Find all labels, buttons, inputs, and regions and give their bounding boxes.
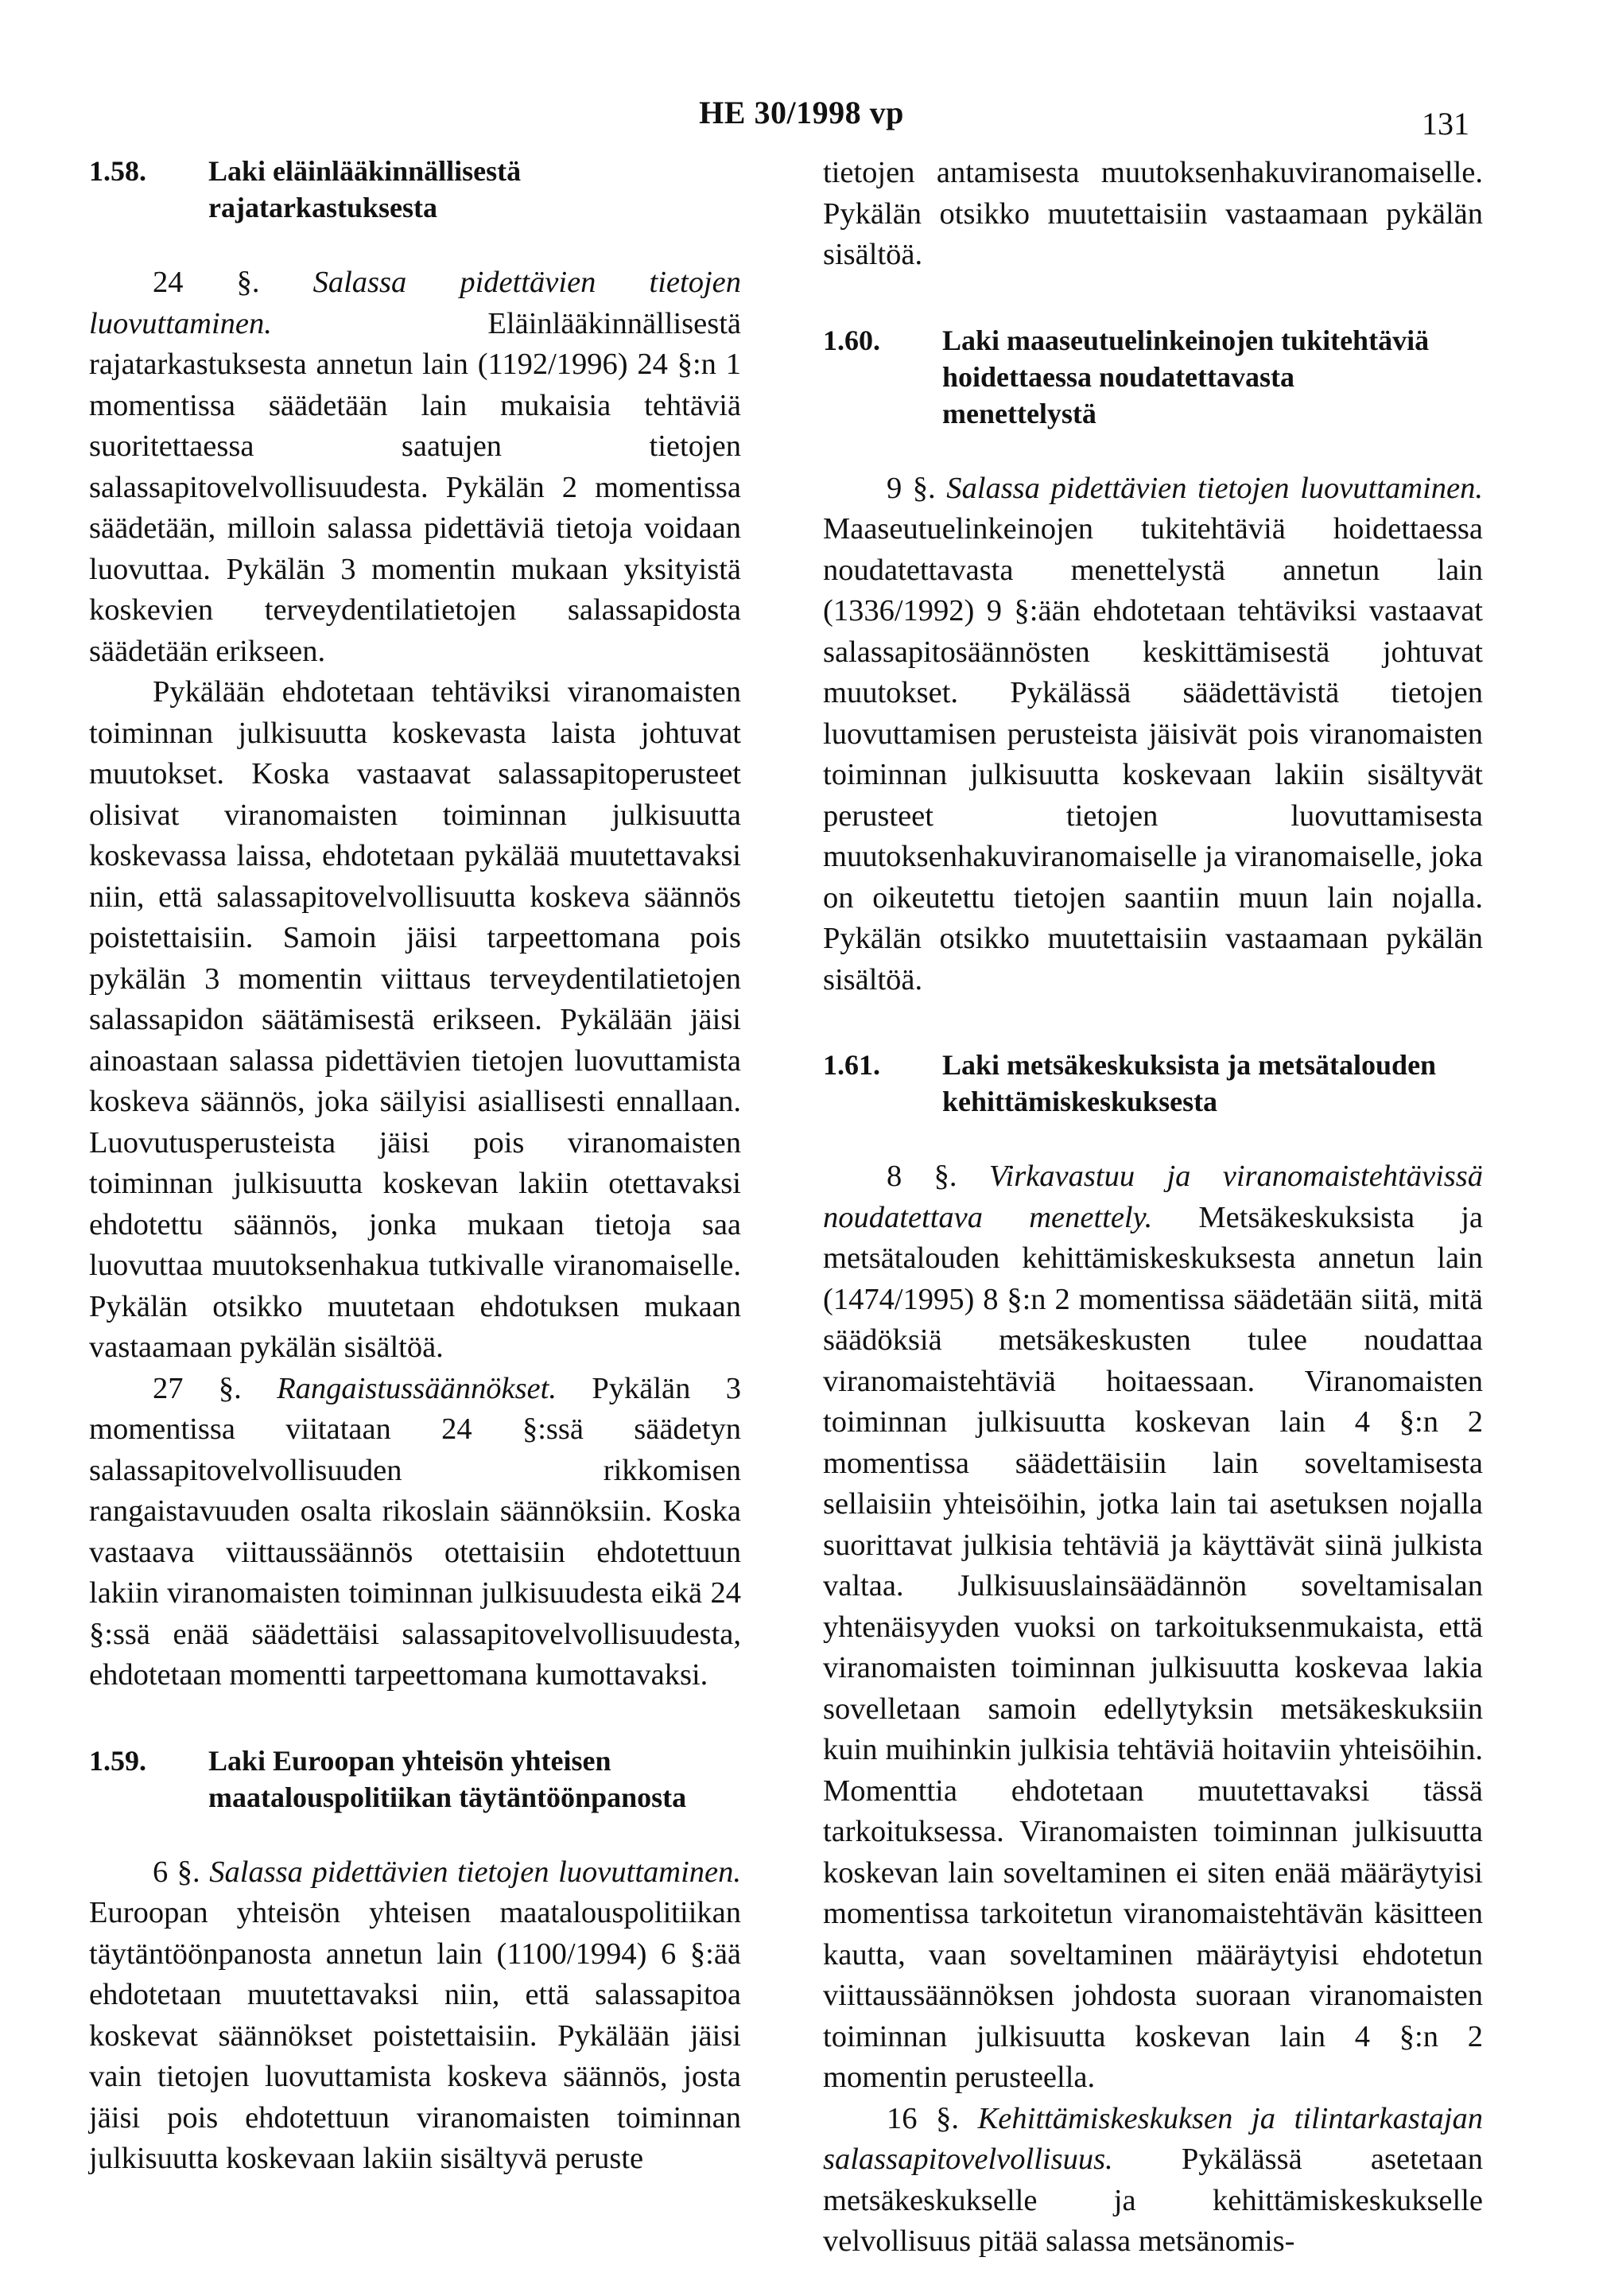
- section-mark: 16 §.: [887, 2101, 959, 2135]
- document-title: HE 30/1998 vp: [699, 95, 904, 130]
- paragraph-text: Euroopan yhteisön yhteisen maatalouspolitiikan täytäntöönpanosta annetun lain (1100/1994) 6 §:ää ehdotetaan muutettavaksi niin, että salassapitoa koskevat säännökset poistettaisiin. Pykälään jäisi vain tietojen luovuttamista koskeva säännös, josta jäisi pois ehdotettuun viranomaisten toiminnan julkisuutta koskevaan lakiin sisältyvä peruste: [89, 1896, 741, 2175]
- section-heading-1-61: [823, 1047, 1483, 1120]
- paragraph-heading: Virkavastuu ja viranomaistehtävissä noudatettava menettely.: [823, 1160, 1483, 1234]
- section-mark: 9 §.: [887, 471, 936, 505]
- paragraph-text: Pykälässä asetetaan metsäkeskukselle ja kehittämiskeskukselle velvollisuus pitää salassa metsänomis-: [823, 2143, 1483, 2258]
- section-mark: 6 §.: [153, 1855, 200, 1889]
- paragraph: [89, 1852, 741, 2180]
- paragraph-text: Pykälän 3 momentissa viitataan 24 §:ssä säädetyn salassapitovelvollisuuden rikkomisen rangaistavuuden osalta rikoslain säännöksiin. Koska vastaava viittaussäännös otettaisiin ehdotettuun lakiin viranomaisten toiminnan julkisuudesta eikä 24 §:ssä enää säädettäisi salassapitovelvollisuudesta, ehdotetaan momentti tarpeettomana kumottavaksi.: [89, 1371, 741, 1692]
- paragraph-heading: Salassa pidettävien tietojen luovuttaminen.: [946, 471, 1483, 505]
- page-header: [0, 94, 1603, 142]
- section-heading-1-59: [89, 1742, 741, 1816]
- left-column: [89, 153, 741, 2180]
- paragraph: [823, 2099, 1483, 2263]
- paragraph-heading: Salassa pidettävien tietojen luovuttaminen.: [89, 266, 741, 340]
- section-title: Laki maaseutuelinkeinojen tukitehtäviä hoidettaessa noudatettavasta menettelystä: [942, 324, 1430, 429]
- paragraph-heading: Salassa pidettävien tietojen luovuttaminen.: [209, 1855, 741, 1889]
- section-mark: 8 §.: [887, 1160, 957, 1193]
- section-title: Laki eläinlääkinnällisestä rajatarkastuksesta: [208, 155, 522, 223]
- section-number: 1.58.: [89, 155, 146, 187]
- paragraph: [89, 1369, 741, 1696]
- section-mark: 27 §.: [153, 1371, 242, 1405]
- section-number: 1.61.: [823, 1049, 880, 1081]
- paragraph-text: Pykälään ehdotetaan tehtäviksi viranomaisten toiminnan julkisuutta koskevasta laista johtuvat muutokset. Koska vastaavat salassapitoperusteet olisivat viranomaisten toiminnan julkisuutta koskevassa laissa, ehdotetaan pykälää muutettavaksi niin, että salassapitovelvollisuutta koskeva säännös poistettaisiin. Samoin jäisi tarpeettomana pois pykälän 3 momentin viittaus terveydentilatietojen salassapidon säätämisestä erikseen. Pykälään jäisi ainoastaan salassa pidettävien tietojen luovuttamista koskeva säännös, joka säilyisi asiallisesti ennallaan. Luovutusperusteista jäisi pois viranomaisten toiminnan julkisuutta koskevan lakiin otettavaksi ehdotettu säännös, jonka mukaan tietoja saa luovuttaa muutoksenhakua tutkivalle viranomaiselle. Pykälän otsikko muutetaan ehdotuksen mukaan vastaamaan pykälän sisältöä.: [89, 675, 741, 1364]
- paragraph-heading: Rangaistussäännökset.: [277, 1371, 557, 1405]
- section-heading-1-60: [823, 322, 1483, 432]
- section-number: 1.59.: [89, 1744, 146, 1777]
- section-number: 1.60.: [823, 324, 880, 356]
- paragraph: [823, 153, 1483, 276]
- paragraph: [89, 672, 741, 1369]
- page-number: 131: [1422, 106, 1469, 142]
- section-title: Laki metsäkeskuksista ja metsätalouden kehittämiskeskuksesta: [942, 1049, 1437, 1117]
- paragraph: [89, 262, 741, 672]
- section-mark: 24 §.: [153, 266, 260, 299]
- paragraph-text: Eläinlääkinnällisestä rajatarkastuksesta annetun lain (1192/1996) 24 §:n 1 momentissa säädetään lain mukaisia tehtäviä suoritettaessa saatujen tietojen salassapitovelvollisuudesta. Pykälän 2 momentissa säädetään, milloin salassa pidettäviä tietoja voidaan luovuttaa. Pykälän 3 momentin mukaan yksityistä koskevien terveydentilatietojen salassapidosta säädetään erikseen.: [89, 306, 741, 668]
- right-column: [823, 153, 1483, 2263]
- paragraph: [823, 1156, 1483, 2099]
- section-heading-1-58: [89, 153, 741, 226]
- paragraph-text: Maaseutuelinkeinojen tukitehtäviä hoidettaessa noudatettavasta menettelystä annetun lain (1336/1992) 9 §:ään ehdotetaan tehtäviksi vastaavat salassapitosäännösten keskittämisestä johtuvat muutokset. Pykälässä säädettävistä tietojen luovuttamisen perusteista jäisivät pois viranomaisten toiminnan julkisuutta koskevaan lakiin sisältyvät perusteet tietojen luovuttamisesta muutoksenhakuviranomaiselle ja viranomaiselle, joka on oikeutettu tietojen saantiin muun lain nojalla. Pykälän otsikko muutettaisiin vastaamaan pykälän sisältöä.: [823, 512, 1483, 996]
- paragraph-heading: Kehittämiskeskuksen ja tilintarkastajan salassapitovelvollisuus.: [823, 2101, 1483, 2176]
- paragraph-text: Metsäkeskuksista ja metsätalouden kehittämiskeskuksesta annetun lain (1474/1995) 8 §:n 2 momentissa säädetään siitä, mitä säädöksiä metsäkeskusten tulee noudattaa viranomaistehtäviä hoitaessaan. Viranomaisten toiminnan julkisuutta koskevan lain 4 §:n 2 momentissa säädettäisiin lain soveltamisesta sellaisiin yhteisöihin, jotka lain tai asetuksen nojalla suorittavat julkisia tehtäviä ja käyttävät siinä julkista valtaa. Julkisuuslainsäädännön soveltamisalan yhtenäisyyden vuoksi on tarkoituksenmukaista, että viranomaisten toiminnan julkisuutta koskevaa lakia sovelletaan samoin edellytyksin metsäkeskuksiin kuin muihinkin julkisia tehtäviä hoitaviin yhteisöihin. Momenttia ehdotetaan muutettavaksi tässä tarkoituksessa. Viranomaisten toiminnan julkisuutta koskevan lain soveltaminen ei siten enää määräytyisi momentissa tarkoitetun viranomaistehtävän käsitteen kautta, vaan soveltaminen määräytyisi ehdotetun viittaussäännöksen johdosta suoraan viranomaisten toiminnan julkisuutta koskevan lain 4 §:n 2 momentin perusteella.: [823, 1200, 1484, 2094]
- paragraph-text: tietojen antamisesta muutoksenhakuviranomaiselle. Pykälän otsikko muutettaisiin vastaamaan pykälän sisältöä.: [823, 156, 1483, 271]
- section-title: Laki Euroopan yhteisön yhteisen maatalouspolitiikan täytäntöönpanosta: [208, 1744, 687, 1813]
- paragraph: [823, 468, 1483, 1001]
